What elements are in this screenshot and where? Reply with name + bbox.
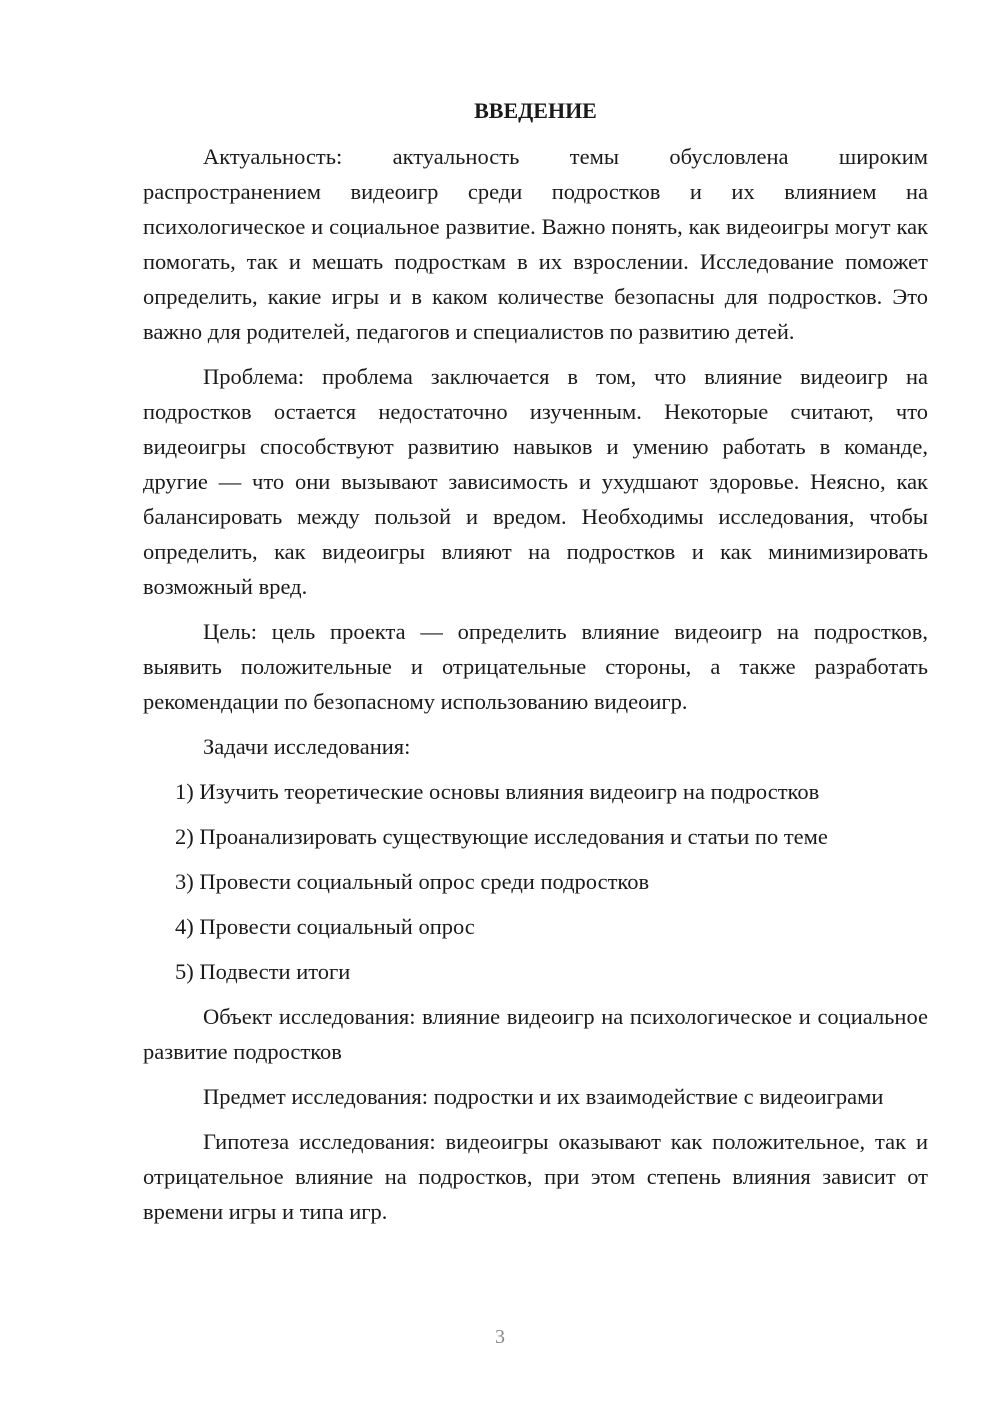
list-item: 2) Проанализировать существующие исследования и статьи по теме	[175, 824, 828, 849]
tasks-list	[143, 774, 928, 989]
paragraph-goal: Цель: цель проекта — определить влияние видеоигр на подростков, выявить положительные и отрицательные стороны, а также разработать рекомендации по безопасному использованию видеоигр.	[143, 619, 928, 714]
list-item: 1) Изучить теоретические основы влияния видеоигр на подростков	[175, 779, 820, 804]
paragraph-subject: Предмет исследования: подростки и их взаимодействие с видеоиграми	[203, 1084, 884, 1109]
paragraph-problem: Проблема: проблема заключается в том, что влияние видеоигр на подростков остается недостаточно изученным. Некоторые считают, что видеоигры способствуют развитию навыков и умению работать в команде, другие — что они вызывают зависимость и ухудшают здоровье. Неясно, как балансировать между пользой и вредом. Необходимы исследования, чтобы определить, как видеоигры влияют на подростков и как минимизировать возможный вред.	[143, 364, 928, 599]
list-item: 3) Провести социальный опрос среди подростков	[175, 869, 650, 894]
document-page	[143, 93, 928, 1239]
paragraph-hypothesis: Гипотеза исследования: видеоигры оказывают как положительное, так и отрицательное влияние на подростков, при этом степень влияния зависит от времени игры и типа игр.	[143, 1129, 928, 1224]
tasks-heading: Задачи исследования:	[203, 734, 411, 759]
page-number: 3	[495, 1326, 505, 1348]
list-item: 4) Провести социальный опрос	[175, 914, 475, 939]
list-item: 5) Подвести итоги	[175, 959, 351, 984]
paragraph-relevance: Актуальность: актуальность темы обусловлена широким распространением видеоигр среди подростков и их влиянием на психологическое и социальное развитие. Важно понять, как видеоигры могут как помогать, так и мешать подросткам в их взрослении. Исследование поможет определить, какие игры и в каком количестве безопасны для подростков. Это важно для родителей, педагогов и специалистов по развитию детей.	[143, 144, 928, 344]
paragraph-object: Объект исследования: влияние видеоигр на психологическое и социальное развитие подростков	[143, 1004, 928, 1064]
page-title: ВВЕДЕНИЕ	[474, 98, 597, 123]
